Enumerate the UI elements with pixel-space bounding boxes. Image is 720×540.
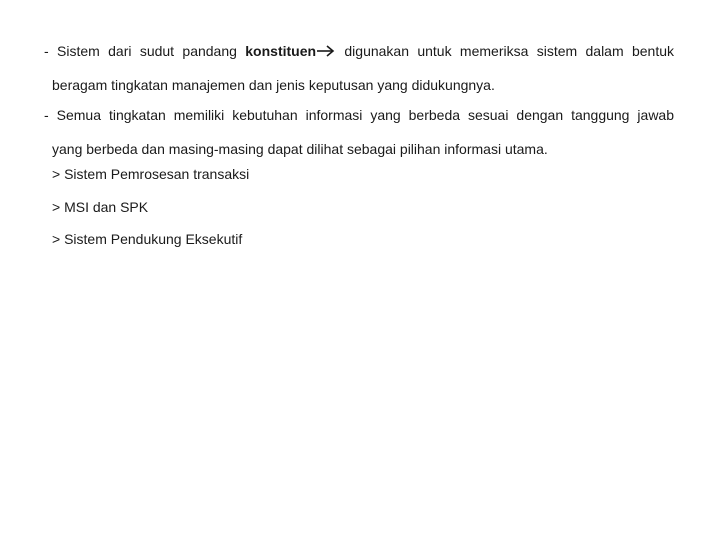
paragraph-line	[44, 34, 674, 68]
sub-item-executive-support: > Sistem Pendukung Eksekutif	[52, 231, 243, 247]
paragraph-continuation: yang berbeda dan masing-masing dapat dilihat sebagai pilihan informasi utama.	[52, 141, 548, 157]
paragraph-after-arrow-text: digunakan untuk memeriksa sistem dalam bentuk	[344, 43, 675, 59]
paragraph-lead-text: Sistem dari sudut pandang	[57, 43, 237, 59]
bullet-dash: -	[44, 43, 49, 59]
right-arrow-icon	[316, 44, 336, 58]
paragraph-constituent-view	[44, 34, 674, 102]
paragraph-continuation: beragam tingkatan manajemen dan jenis keputusan yang didukungnya.	[52, 77, 495, 93]
paragraph-line	[44, 98, 674, 132]
sub-item-msi-spk: > MSI dan SPK	[52, 199, 149, 215]
paragraph-line-text: Semua tingkatan memiliki kebutuhan informasi yang berbeda sesuai dengan tanggung jawab	[56, 107, 675, 123]
bullet-dash: -	[44, 107, 49, 123]
paragraph-information-levels	[44, 98, 674, 166]
sub-item-transaction-processing: > Sistem Pemrosesan transaksi	[52, 166, 250, 182]
bold-term-konstituen: konstituen	[245, 43, 317, 59]
